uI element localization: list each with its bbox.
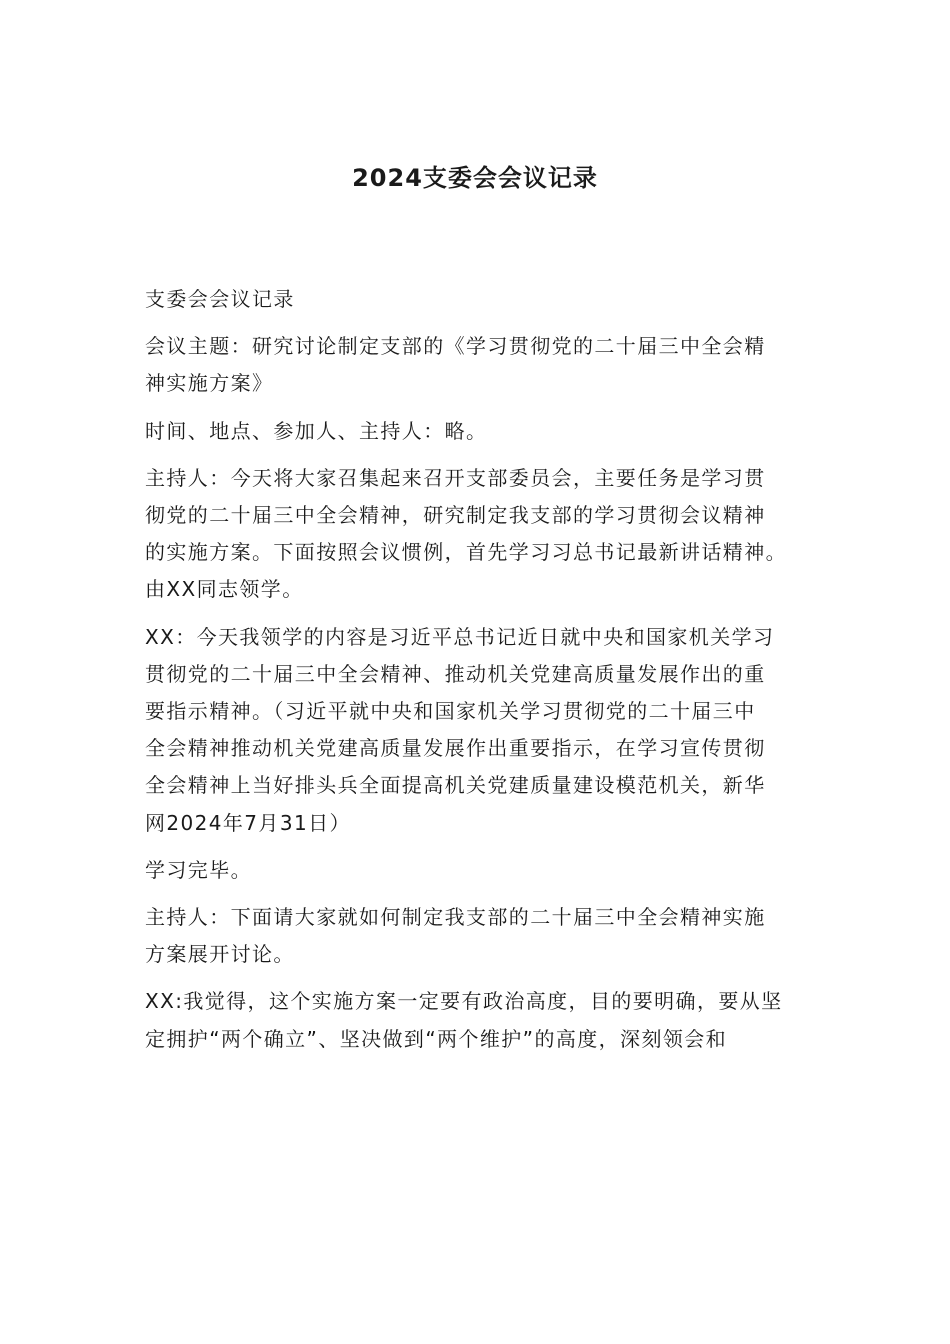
text-line: 时间、地点、参加人、主持人：略。 (145, 418, 488, 443)
text-line: XX:我觉得，这个实施方案一定要有政治高度，目的要明确，要从坚 (145, 989, 783, 1014)
paragraph-heading (145, 281, 810, 318)
text-line: 全会精神推动机关党建高质量发展作出重要指示，在学习宣传贯彻 (145, 736, 766, 761)
paragraph-study-lead (145, 619, 810, 842)
text-line: 定拥护“两个确立”、坚决做到“两个维护”的高度，深刻领会和 (145, 1026, 728, 1051)
text-line: 主持人：下面请大家就如何制定我支部的二十届三中全会精神实施 (145, 905, 766, 930)
document-body (145, 281, 810, 1068)
text-line: 会议主题：研究讨论制定支部的《学习贯彻党的二十届三中全会精 (145, 334, 766, 359)
text-line: 支委会会议记录 (145, 287, 295, 311)
text-line: 要指示精神。（习近平就中央和国家机关学习贯彻党的二十届三中 (145, 699, 756, 724)
paragraph-meeting-info (145, 413, 810, 450)
text-line: 全会精神上当好排头兵全面提高机关党建质量建设模范机关，新华 (145, 773, 766, 798)
text-line: 由XX同志领学。 (145, 577, 304, 602)
paragraph-study-done (145, 852, 810, 889)
paragraph-meeting-topic (145, 328, 810, 402)
text-line: 的实施方案。下面按照会议惯例，首先学习习总书记最新讲话精神。 (145, 540, 787, 565)
paragraph-host-opening (145, 460, 810, 609)
text-line: 方案展开讨论。 (145, 942, 295, 967)
text-line: XX：今天我领学的内容是习近平总书记近日就中央和国家机关学习 (145, 624, 775, 649)
text-line: 主持人：今天将大家召集起来召开支部委员会，主要任务是学习贯 (145, 465, 766, 490)
text-line: 学习完毕。 (145, 857, 252, 882)
text-line: 彻党的二十届三中全会精神，研究制定我支部的学习贯彻会议精神 (145, 503, 766, 528)
text-line: 网2024年7月31日） (145, 810, 351, 835)
paragraph-host-discussion (145, 899, 810, 973)
paragraph-member-opinion (145, 983, 810, 1057)
text-line: 贯彻党的二十届三中全会精神、推动机关党建高质量发展作出的重 (145, 661, 766, 686)
document-title: 2024支委会会议记录 (352, 164, 598, 192)
text-line: 神实施方案》 (145, 371, 274, 396)
